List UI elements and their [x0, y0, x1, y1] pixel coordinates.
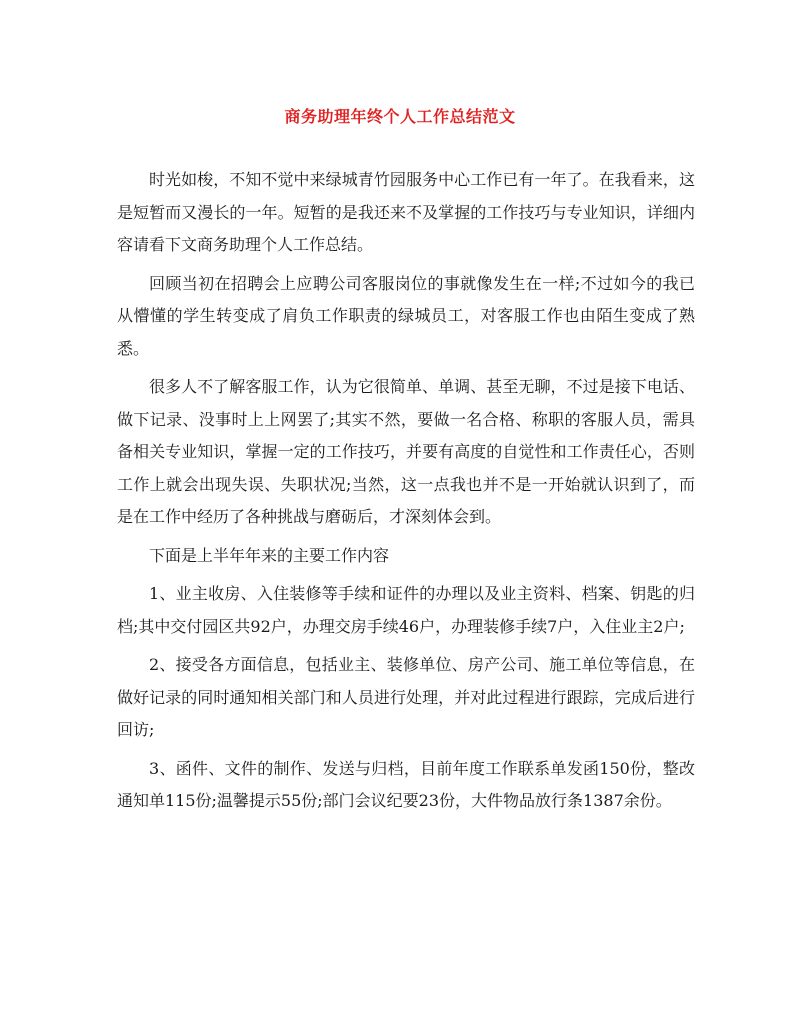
- paragraph-review: 回顾当初在招聘会上应聘公司客服岗位的事就像发生在一样;不过如今的我已从懵懂的学生转变成了肩负工作职责的绿城员工，对客服工作也由陌生变成了熟悉。: [117, 273, 695, 358]
- paragraph-intro: 时光如梭，不知不觉中来绿城青竹园服务中心工作已有一年了。在我看来，这是短暂而又漫长的一年。短暂的是我还来不及掌握的工作技巧与专业知识，详细内容请看下文商务助理个人工作总结。: [117, 170, 695, 254]
- document-body: [117, 164, 695, 818]
- paragraph-customer-service: 很多人不了解客服工作，认为它很简单、单调、甚至无聊，不过是接下电话、做下记录、没事时上上网罢了;其实不然，要做一名合格、称职的客服人员，需具备相关专业知识，掌握一定的工作技巧，并要有高度的自觉性和工作责任心，否则工作上就会出现失误、失职状况;当然，这一点我也并不是一开始就认识到了，而是在工作中经历了各种挑战与磨砺后，才深刻体会到。: [117, 377, 695, 526]
- document-title: 商务助理年终个人工作总结范文: [284, 107, 516, 126]
- list-item-3: 3、函件、文件的制作、发送与归档，目前年度工作联系单发函150份，整改通知单115份;温馨提示55份;部门会议纪要23份，大件物品放行条1387余份。: [117, 758, 695, 810]
- paragraph-work-heading: 下面是上半年年来的主要工作内容: [149, 545, 390, 565]
- list-item-2: 2、接受各方面信息，包括业主、装修单位、房产公司、施工单位等信息，在做好记录的同时通知相关部门和人员进行处理，并对此过程进行跟踪，完成后进行回访;: [117, 655, 695, 739]
- list-item-1: 1、业主收房、入住装修等手续和证件的办理以及业主资料、档案、钥匙的归档;其中交付园区共92户，办理交房手续46户，办理装修手续7户，入住业主2户;: [117, 584, 695, 636]
